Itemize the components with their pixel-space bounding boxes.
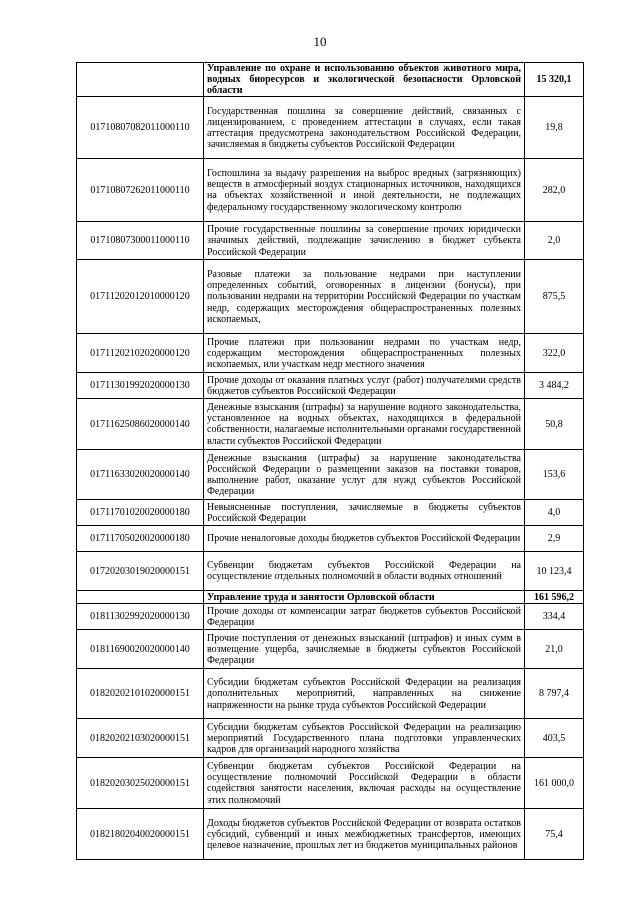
revenue-amount: 4,0 [525,500,584,526]
revenue-code: 01710807300011000110 [77,222,204,260]
revenue-amount: 322,0 [525,334,584,373]
revenue-name: Прочие неналоговые доходы бюджетов субъектов Российской Федерации [204,526,525,552]
revenue-name: Денежные взыскания (штрафы) за нарушение законодательства Российской Федерации о размещении заказов на поставки товаров, выполнение работ, оказание услуг для нужд субъектов Российской Федерации [204,450,525,500]
table-row [77,809,584,860]
table-row [77,500,584,526]
table-row [77,260,584,334]
page-number: 10 [313,34,327,49]
revenue-name: Прочие государственные пошлины за совершение прочих юридически значимых действий, подлежащие зачислению в бюджет субъекта Российской Федерации [204,222,525,260]
revenue-code: 01811690020020000140 [77,630,204,669]
revenue-amount: 153,6 [525,450,584,500]
revenue-code: 01710807082011000110 [77,97,204,159]
revenue-amount: 75,4 [525,809,584,860]
table-row [77,97,584,159]
revenue-name: Субсидии бюджетам субъектов Российской Федерации на реализацию мероприятий Государственного плана подготовки управленческих кадров для организаций народного хозяйства [204,719,525,758]
table-row [77,604,584,630]
revenue-name: Управление по охране и использованию объектов животного мира, водных биоресурсов и экологической безопасности Орловской области [204,63,525,97]
revenue-amount: 403,5 [525,719,584,758]
revenue-code: 01711705020020000180 [77,526,204,552]
revenue-code: 01711625086020000140 [77,399,204,450]
table-row [77,450,584,500]
revenue-name: Субсидии бюджетам субъектов Российской Федерации на реализация дополнительных мероприятий, направленных на снижение напряженности на рынке труда субъектов Российской Федерации [204,669,525,719]
revenue-name: Прочие поступления от денежных взысканий (штрафов) и иных сумм в возмещение ущерба, зачисляемые в бюджеты субъектов Российской Федерации [204,630,525,669]
table-row [77,552,584,591]
revenue-code: 01820202101020000151 [77,669,204,719]
revenue-name: Разовые платежи за пользование недрами при наступлении определенных событий, оговоренных в лицензии (бонусы), при пользовании недрами на территории Российской Федерации по участкам недр, содержащих месторождения общераспространенных полезных ископаемых, [204,260,525,334]
revenue-code: 01711202102020000120 [77,334,204,373]
revenue-amount: 161 000,0 [525,758,584,809]
revenue-amount: 161 596,2 [525,591,584,604]
revenue-amount: 19,8 [525,97,584,159]
revenue-amount: 875,5 [525,260,584,334]
revenue-code: 01711301992020000130 [77,373,204,399]
revenue-amount: 15 320,1 [525,63,584,97]
revenue-amount: 3 484,2 [525,373,584,399]
table-row [77,334,584,373]
table-row [77,399,584,450]
revenue-amount: 2,0 [525,222,584,260]
revenue-code: 01811302992020000130 [77,604,204,630]
table-row [77,373,584,399]
table-row [77,63,584,97]
revenue-amount: 10 123,4 [525,552,584,591]
revenue-name: Прочие платежи при пользовании недрами по участкам недр, содержащим месторождения общераспространенных полезных ископаемых, или участкам недр местного значения [204,334,525,373]
revenue-name: Госпошлина за выдачу разрешения на выброс вредных (загрязняющих) веществ в атмосферный воздух стационарных источников, находящихся на объектах хозяйственной и иной деятельности, не подлежащих федеральному государственному экологическому контролю [204,159,525,222]
revenue-amount: 8 797,4 [525,669,584,719]
table-row [77,526,584,552]
revenue-amount: 282,0 [525,159,584,222]
revenue-code: 01720203019020000151 [77,552,204,591]
revenue-name: Прочие доходы от оказания платных услуг (работ) получателями средств бюджетов субъектов Российской Федерации [204,373,525,399]
revenue-name: Прочие доходы от компенсации затрат бюджетов субъектов Российской Федерации [204,604,525,630]
table-row [77,758,584,809]
revenue-code: 01820202103020000151 [77,719,204,758]
revenue-code [77,63,204,97]
revenue-code [77,591,204,604]
table-row [77,591,584,604]
revenue-code: 01821802040020000151 [77,809,204,860]
revenue-amount: 50,8 [525,399,584,450]
revenue-name: Субвенции бюджетам субъектов Российской Федерации на осуществление отдельных полномочий в области водных отношений [204,552,525,591]
revenue-name: Доходы бюджетов субъектов Российской Федерации от возврата остатков субсидий, субвенций и иных межбюджетных трансфертов, имеющих целевое назначение, прошлых лет из бюджетов муниципальных районов [204,809,525,860]
revenue-amount: 334,4 [525,604,584,630]
revenue-name: Денежные взыскания (штрафы) за нарушение водного законодательства, установленное на водных объектах, находящихся в федеральной собственности, налагаемые исполнительными органами государственной власти субъектов Российской Федерации [204,399,525,450]
revenue-code: 01820203025020000151 [77,758,204,809]
table-row [77,669,584,719]
table-row [77,222,584,260]
revenue-code: 01711633020020000140 [77,450,204,500]
revenue-code: 01711202012010000120 [77,260,204,334]
budget-revenue-table [76,62,584,860]
revenue-name: Государственная пошлина за совершение действий, связанных с лицензированием, с проведением аттестации в случаях, если такая аттестация предусмотрена законодательством Российской Федерации, зачисляемая в бюджеты субъектов Российской Федерации [204,97,525,159]
table-row [77,630,584,669]
table-row [77,159,584,222]
revenue-code: 01711701020020000180 [77,500,204,526]
table-row [77,719,584,758]
revenue-name: Субвенции бюджетам субъектов Российской Федерации на осуществление полномочий Российской Федерации в области содействия занятости населения, включая расходы на осуществление этих полномочий [204,758,525,809]
revenue-name: Невыясненные поступления, зачисляемые в бюджеты субъектов Российской Федерации [204,500,525,526]
revenue-code: 01710807262011000110 [77,159,204,222]
revenue-amount: 21,0 [525,630,584,669]
revenue-name: Управление труда и занятости Орловской области [204,591,525,604]
revenue-amount: 2,9 [525,526,584,552]
